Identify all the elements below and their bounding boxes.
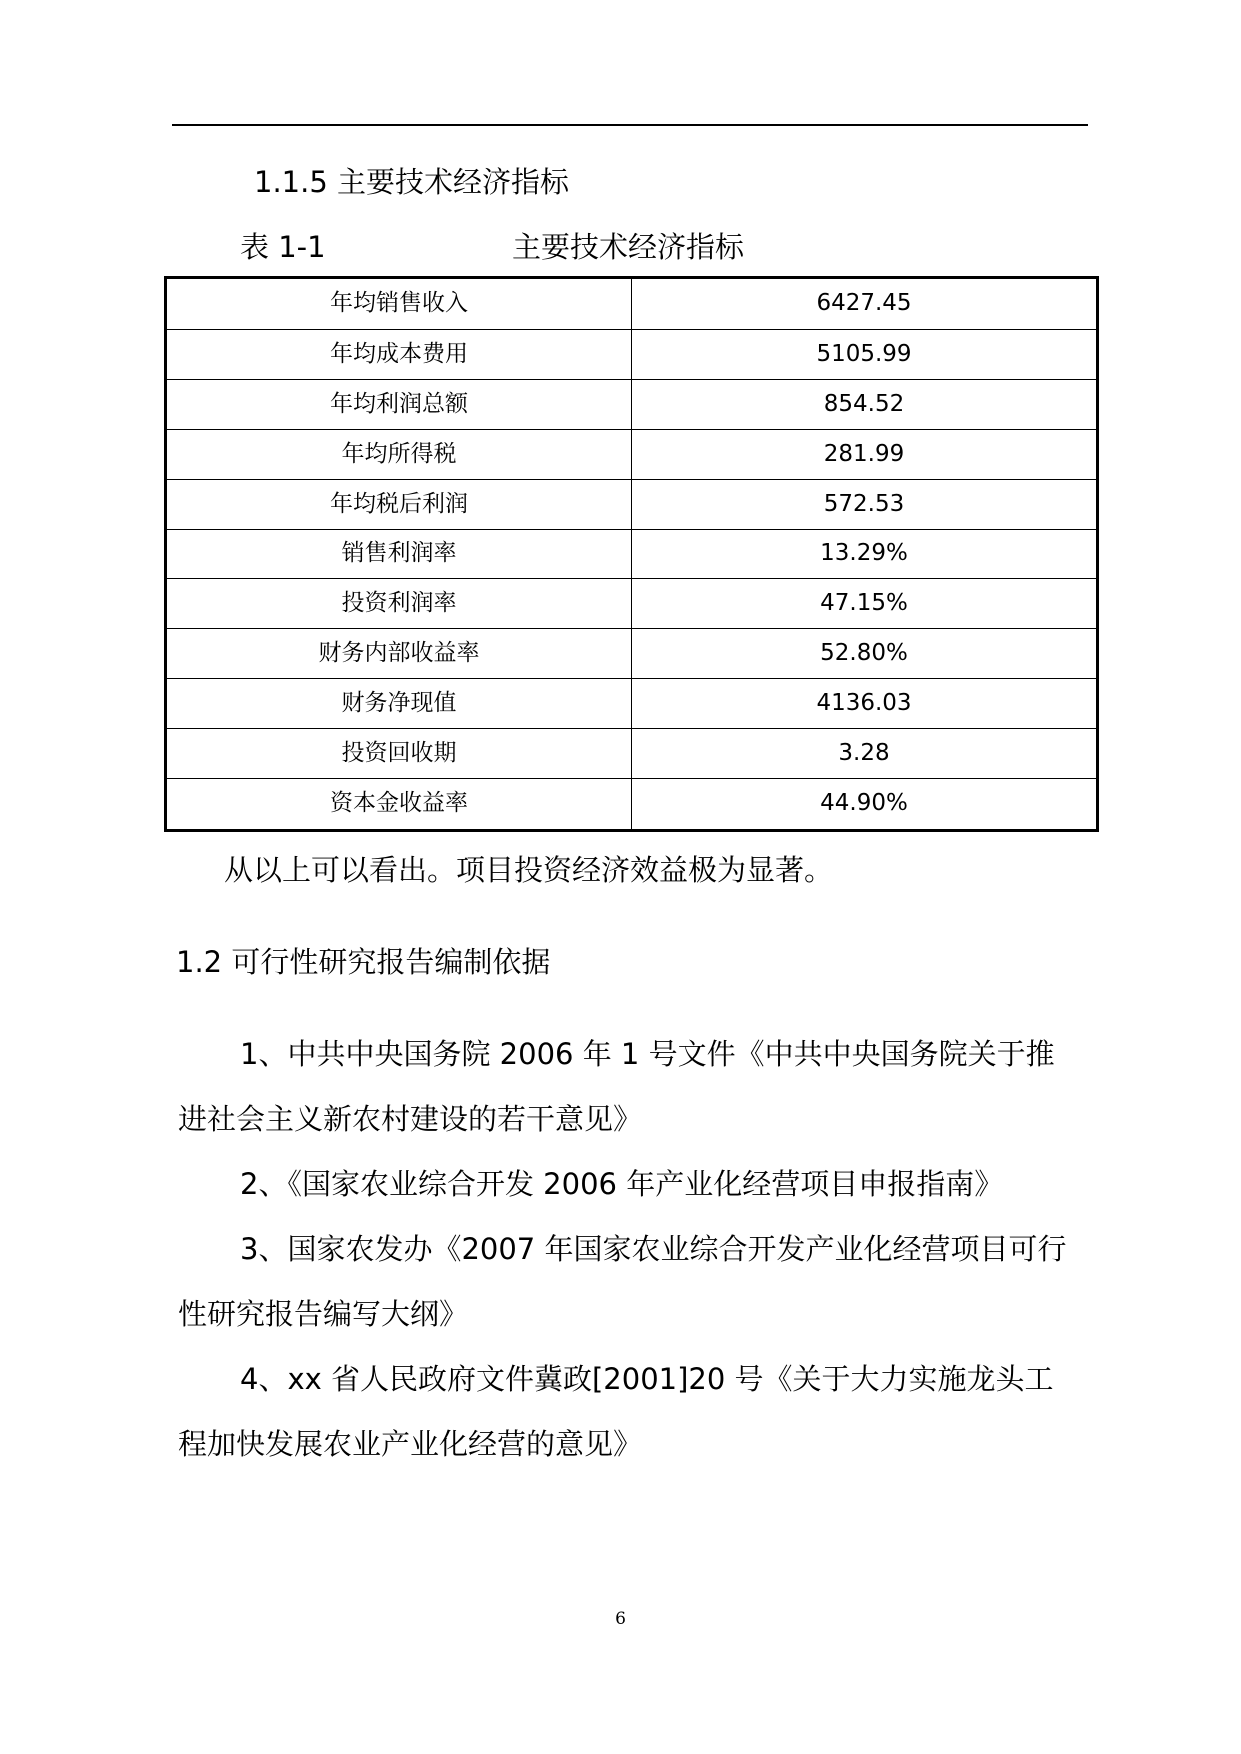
indicator-value: 4136.03 bbox=[632, 679, 1098, 729]
indicator-name: 年均销售收入 bbox=[166, 278, 632, 330]
indicator-value: 47.15% bbox=[632, 579, 1098, 629]
indicator-value: 3.28 bbox=[632, 729, 1098, 779]
indicator-value: 44.90% bbox=[632, 778, 1098, 830]
table-row bbox=[166, 579, 1098, 629]
table-row bbox=[166, 529, 1098, 579]
indicator-name: 财务净现值 bbox=[166, 679, 632, 729]
table-row bbox=[166, 329, 1098, 379]
header-rule bbox=[172, 124, 1088, 126]
table-row bbox=[166, 379, 1098, 429]
basis-item-3-cont: 性研究报告编写大纲》 bbox=[178, 1297, 469, 1331]
indicator-value: 281.99 bbox=[632, 429, 1098, 479]
indicator-name: 销售利润率 bbox=[166, 529, 632, 579]
basis-item-1-cont: 进社会主义新农村建设的若干意见》 bbox=[178, 1102, 643, 1136]
indicator-name: 年均所得税 bbox=[166, 429, 632, 479]
conclusion-paragraph: 从以上可以看出。项目投资经济效益极为显著。 bbox=[224, 853, 834, 887]
indicator-name: 年均税后利润 bbox=[166, 479, 632, 529]
indicator-name: 年均利润总额 bbox=[166, 379, 632, 429]
basis-item-1: 1、中共中央国务院 2006 年 1 号文件《中共中央国务院关于推 bbox=[240, 1037, 1055, 1071]
basis-item-4: 4、xx 省人民政府文件冀政[2001]20 号《关于大力实施龙头工 bbox=[240, 1362, 1054, 1396]
basis-item-3: 3、国家农发办《2007 年国家农业综合开发产业化经营项目可行 bbox=[240, 1232, 1067, 1266]
indicator-name: 投资回收期 bbox=[166, 729, 632, 779]
indicator-table bbox=[164, 276, 1099, 832]
indicator-value: 5105.99 bbox=[632, 329, 1098, 379]
indicator-value: 854.52 bbox=[632, 379, 1098, 429]
indicator-name: 年均成本费用 bbox=[166, 329, 632, 379]
table-row bbox=[166, 278, 1098, 330]
table-caption-label: 表 1-1 bbox=[240, 230, 326, 264]
indicator-value: 13.29% bbox=[632, 529, 1098, 579]
basis-item-4-cont: 程加快发展农业产业化经营的意见》 bbox=[178, 1427, 643, 1461]
basis-heading: 1.2 可行性研究报告编制依据 bbox=[176, 945, 551, 979]
table-row bbox=[166, 479, 1098, 529]
indicator-name: 投资利润率 bbox=[166, 579, 632, 629]
table-row bbox=[166, 729, 1098, 779]
table-row bbox=[166, 778, 1098, 830]
table-row bbox=[166, 429, 1098, 479]
section-heading: 1.1.5 主要技术经济指标 bbox=[254, 165, 570, 199]
table-row bbox=[166, 629, 1098, 679]
table-row bbox=[166, 679, 1098, 729]
indicator-name: 资本金收益率 bbox=[166, 778, 632, 830]
basis-item-2: 2、《国家农业综合开发 2006 年产业化经营项目申报指南》 bbox=[240, 1167, 1004, 1201]
table-caption-title: 主要技术经济指标 bbox=[512, 230, 745, 264]
page-number: 6 bbox=[615, 1609, 626, 1629]
indicator-value: 6427.45 bbox=[632, 278, 1098, 330]
indicator-value: 572.53 bbox=[632, 479, 1098, 529]
indicator-value: 52.80% bbox=[632, 629, 1098, 679]
indicator-name: 财务内部收益率 bbox=[166, 629, 632, 679]
